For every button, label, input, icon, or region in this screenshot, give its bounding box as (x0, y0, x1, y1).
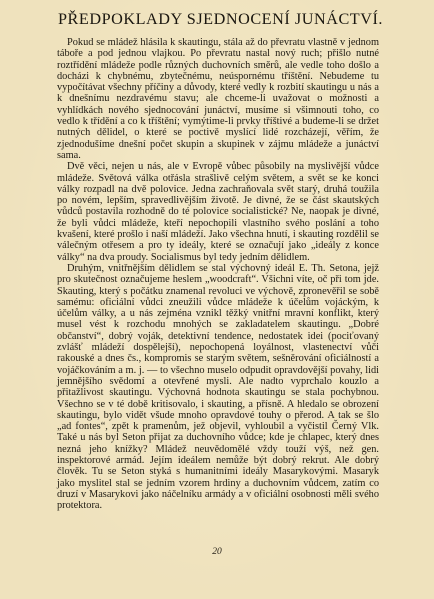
body-text (57, 37, 379, 511)
page-number: 20 (212, 547, 222, 557)
paragraph: Dvě věci, nejen u nás, ale v Evropě vůbec působily na myslivější vůdce mládeže. Světová válka otřásla strašlivě celým světem, a svět se ke konci války rozpadl na dvě polovice. Jedna zachraňovala svět starý, druhá toužila po novém, lepším, spravedlivějším životě. Je divné, že se část skautských vůdců postavila rozhodně do té polovice socialistické? Ne, naopak je divné, že byli vůdci mládeže, kteří nepochopili vlastního svého poslání a toho kvašení, které prošlo i naší mládeží. Jako všechna hnutí, i skauting rozdělil se válečným otřesem a pro ty ideály, které se označují jako „ideály z konce války“ na dva proudy. Socialismus byl tedy jedním dělidlem. (57, 161, 379, 263)
page-title: PŘEDPOKLADY SJEDNOCENÍ JUNÁCTVÍ. (58, 10, 384, 28)
paragraph: Pokud se mládež hlásila k skautingu, stála až do převratu vlastně v jednom táboře a pod jednou vlajkou. Po převratu nastal nový ruch; přišlo nutné roztřídění mládeže podle různých duchovních směrů, ale vedle toho došlo a docházi k chybnému, zbytečnému, neúspornému tříštění. Nebudeme tu vypočítávat všechny příčiny a důvody, které vedly k rozbití skautingu u nás a k dnešnímu nezdravému stavu; ale chceme-li uvažovat o možnosti a vyhlídkách nového sjednocování junáctví, musíme si všimnouti toho, co vedlo k třídění a co k tříštění; vymýtime-li prvky tříštivé a budeme-li se držet nutných dělidel, o které se poctivě myslící lidé rozcházejí, věřím, že zjednodušíme dnešní počet skupin a skupinek v zájmu mládeže a junáctví sama. (57, 37, 379, 161)
paragraph: Druhým, vnitřnějším dělidlem se stal výchovný ideál E. Th. Setona, jejž pro skutečnost označujeme heslem „woodcraft“. Všichni víte, oč při tom jde. Skauting, který s počátku znamenal revoluci ve výchově, zpronevěřil se sobě samému: oficiální vůdci zneužili vůdce mládeže k účelům vojáckým, k účelům války, a u nás zejména vznikl těžký vnitřní mravní konflikt, který musel vést k rozchodu mnohých se zakladatelem skautingu. „Dobré občanství“, dobrý voják, detektivní tendence, nedostatek idei (pociťovaný zvlášť mládeží dospělejší), nepochopená loyálnost, vlastenectví vůči rakouské a dnes čs., kompromis se starým světem, sešněrování oficiálností a vojáčkováním a m. j. — to všechno muselo odpudit opravdovější povahy, lidi jemnějšího svědomí a otevřené mysli. Ale nadto vyprchalo kouzlo a přitažlivost skautingu. Výchovná hodnota skautingu se stala pochybnou. Všechno se v té době kritisovalo, i skauting, a přísně. A hledalo se obrození skautingu, bylo vidět všude mnoho opravdové touhy o přerod. A tak se šlo „ad fontes“, zpět k pramenům, jež objevil, vyhloubil a vyčistil Černý Vlk. Také u nás byl Seton přijat za duchovního vůdce; kde je chlapec, který dnes nezná jeho knížky? Mládež neuvědomělé vždy touží výš, než gen. inspektorové armád. Jejím ideálem nemůže být dobrý rekrut. Ale dobrý člověk. Tu se Seton styká s humanitními ideály Masarykovými. Masaryk jako myslitel stal se jedním vzorem hrdiny a duchovním vůdcem, zatím co druzí v Masarykovi jako náčelníku armády a v oficiální osobnosti měli svého protektora. (57, 262, 379, 512)
